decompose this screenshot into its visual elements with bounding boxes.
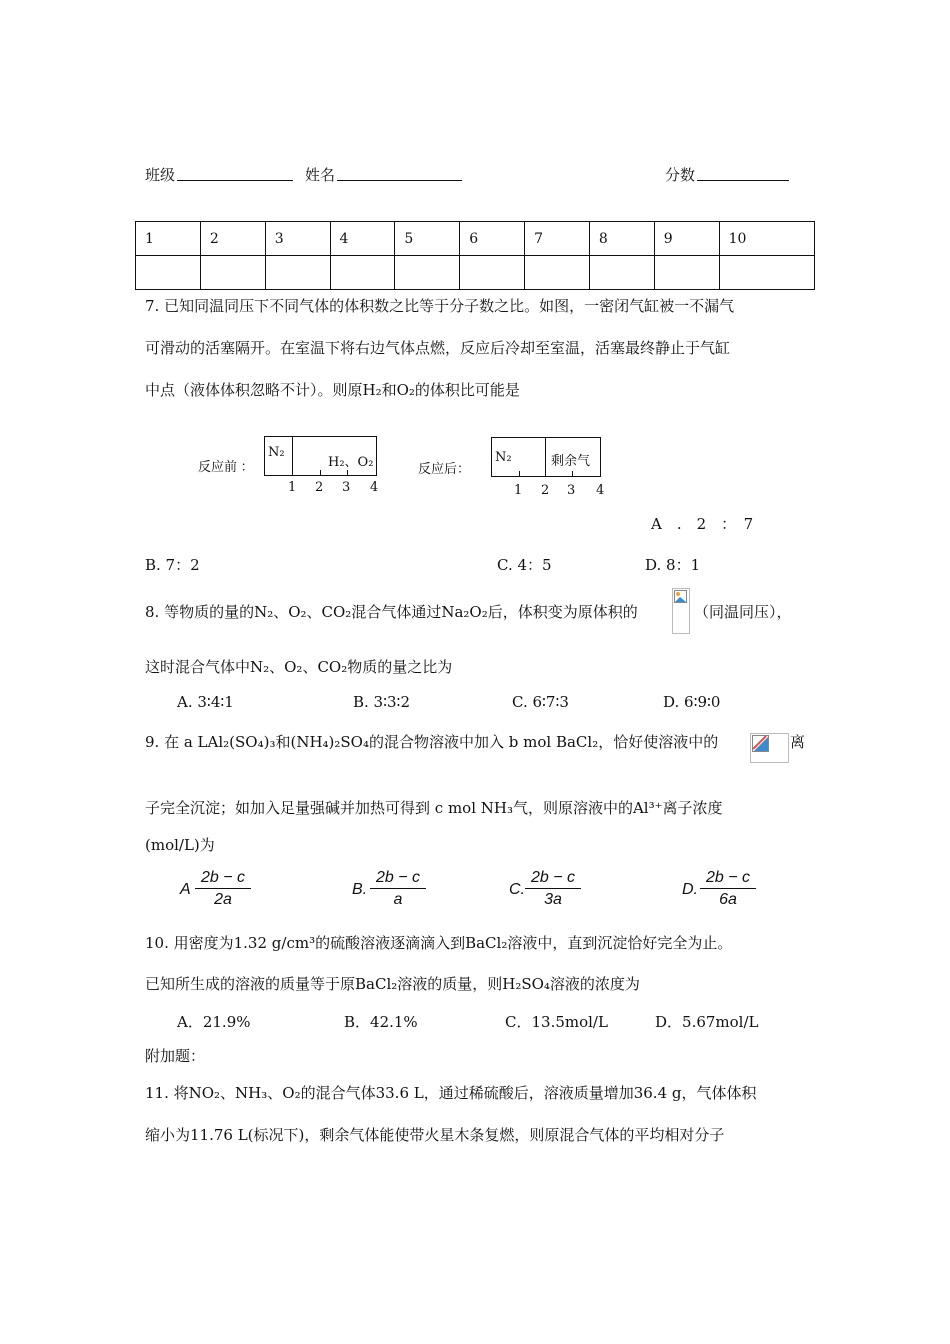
answer-number: 1 — [136, 222, 201, 256]
fraction-numerator: 2b − c — [525, 869, 581, 889]
q8-option-c: C. 6∶7∶3 — [512, 693, 569, 711]
after-right-gas: 剩余气 — [551, 453, 591, 468]
class-blank[interactable] — [177, 166, 293, 181]
fraction-numerator: 2b − c — [370, 869, 426, 889]
piston-before — [292, 437, 293, 475]
answer-cell[interactable] — [330, 256, 395, 290]
q9-option-c-label: C. — [509, 881, 525, 898]
scale-3: 3 — [567, 483, 576, 498]
q7-line-3: 中点（液体体积忽略不计）。则原H₂和O₂的体积比可能是 — [145, 381, 520, 399]
answer-cell[interactable] — [136, 256, 201, 290]
answer-cell[interactable] — [395, 256, 460, 290]
score-blank[interactable] — [697, 166, 789, 181]
q9-option-b-fraction — [370, 869, 426, 909]
q7-line-1: 7. 已知同温同压下不同气体的体积数之比等于分子数之比。如图，一密闭气缸被一不漏气 — [145, 297, 735, 315]
fraction-denominator: 2a — [214, 891, 232, 908]
broken-image-icon — [750, 733, 789, 763]
answer-number: 3 — [265, 222, 330, 256]
q9-option-d-fraction — [700, 869, 756, 909]
q9-line-1: 9. 在 a LAl₂(SO₄)₃和(NH₄)₂SO₄的混合物溶液中加入 b mol BaCl₂，恰好使溶液中的 — [145, 733, 719, 751]
answer-cell[interactable] — [265, 256, 330, 290]
after-label: 反应后： — [418, 461, 471, 476]
scale-2: 2 — [315, 480, 324, 495]
q7-line-2: 可滑动的活塞隔开。在室温下将右边气体点燃，反应后冷却至室温，活塞最终静止于气缸 — [145, 339, 731, 357]
answer-number: 9 — [654, 222, 719, 256]
q9-line-1-end: 离 — [790, 733, 806, 751]
answer-cell[interactable] — [200, 256, 265, 290]
answer-number: 7 — [525, 222, 590, 256]
answer-number: 6 — [460, 222, 525, 256]
q9-option-b-label: B. — [352, 881, 368, 898]
scale-tick — [320, 470, 321, 475]
name-blank[interactable] — [337, 166, 462, 181]
q7-option-d: D. 8：1 — [645, 556, 701, 574]
class-label: 班级 — [145, 166, 176, 184]
answer-number: 10 — [719, 222, 814, 256]
q8-line-1: 8. 等物质的量的N₂、O₂、CO₂混合气体通过Na₂O₂后，体积变为原体积的 — [145, 603, 638, 621]
scale-2: 2 — [541, 483, 550, 498]
answer-number: 4 — [330, 222, 395, 256]
scale-1: 1 — [288, 480, 297, 495]
q9-option-d-label: D. — [682, 881, 698, 898]
after-left-gas: N₂ — [495, 450, 512, 465]
scale-tick — [347, 470, 348, 475]
q10-line-2: 已知所生成的溶液的质量等于原BaCl₂溶液的质量，则H₂SO₄溶液的浓度为 — [145, 975, 640, 993]
answer-number: 2 — [200, 222, 265, 256]
cylinder-before — [264, 436, 377, 476]
before-left-gas: N₂ — [268, 445, 285, 460]
scale-3: 3 — [342, 480, 351, 495]
answer-table — [135, 221, 815, 290]
q8-option-d: D. 6∶9∶0 — [663, 693, 721, 711]
q9-line-3: (mol/L)为 — [145, 836, 215, 854]
fraction-numerator: 2b − c — [195, 869, 251, 889]
q10-line-1: 10. 用密度为1.32 g/cm³的硫酸溶液逐滴滴入到BaCl₂溶液中，直到沉淀恰好完全为止。 — [145, 934, 733, 952]
extra-section-title: 附加题： — [145, 1047, 206, 1065]
q10-option-a: A．21.9% — [177, 1013, 251, 1031]
q7-option-c: C. 4：5 — [497, 556, 552, 574]
answer-number: 8 — [589, 222, 654, 256]
piston-after — [545, 438, 546, 476]
before-label: 反应前 ： — [198, 459, 254, 474]
q8-line-1-end: （同温同压）， — [694, 603, 792, 621]
fraction-denominator: a — [393, 891, 403, 908]
q10-option-d: D．5.67mol/L — [655, 1013, 759, 1031]
q9-line-2: 子完全沉淀；如加入足量强碱并加热可得到 c mol NH₃气，则原溶液中的Al³⁺离子浓度 — [145, 799, 723, 817]
answer-cell[interactable] — [589, 256, 654, 290]
cylinder-after — [491, 437, 601, 477]
answer-cell[interactable] — [654, 256, 719, 290]
scale-4: 4 — [370, 480, 379, 495]
q10-option-c: C．13.5mol/L — [505, 1013, 608, 1031]
q11-line-1: 11. 将NO₂、NH₃、O₂的混合气体33.6 L，通过稀硫酸后，溶液质量增加36.4 g，气体体积 — [145, 1084, 757, 1102]
name-label: 姓名 — [305, 166, 336, 184]
answer-cell[interactable] — [525, 256, 590, 290]
q8-option-a: A. 3∶4∶1 — [177, 693, 234, 711]
fraction-denominator: 3a — [544, 891, 562, 908]
answer-cell[interactable] — [719, 256, 814, 290]
fraction-denominator: 6a — [719, 891, 737, 908]
scale-4: 4 — [596, 483, 605, 498]
before-right-gas: H₂、O₂ — [328, 455, 374, 470]
scale-1: 1 — [514, 483, 523, 498]
q9-option-c-fraction — [525, 869, 581, 909]
scale-tick — [572, 471, 573, 476]
q7-option-a: A . 2 ： 7 — [651, 515, 754, 533]
q11-line-2: 缩小为11.76 L(标况下)，剩余气体能使带火星木条复燃，则原混合气体的平均相对分子 — [145, 1126, 725, 1144]
answer-cell[interactable] — [460, 256, 525, 290]
scale-tick — [519, 471, 520, 476]
fraction-numerator: 2b − c — [700, 869, 756, 889]
q8-line-2: 这时混合气体中N₂、O₂、CO₂物质的量之比为 — [145, 658, 453, 676]
q10-option-b: B．42.1% — [344, 1013, 418, 1031]
q9-option-a-fraction — [195, 869, 251, 909]
q8-option-b: B. 3∶3∶2 — [353, 693, 410, 711]
q9-option-a-label: A — [180, 881, 191, 898]
score-label: 分数 — [665, 166, 696, 184]
q7-option-b: B. 7：2 — [145, 556, 200, 574]
answer-table-blank-row — [136, 256, 815, 290]
answer-table-header-row — [136, 222, 815, 256]
broken-image-icon — [672, 588, 690, 634]
answer-number: 5 — [395, 222, 460, 256]
